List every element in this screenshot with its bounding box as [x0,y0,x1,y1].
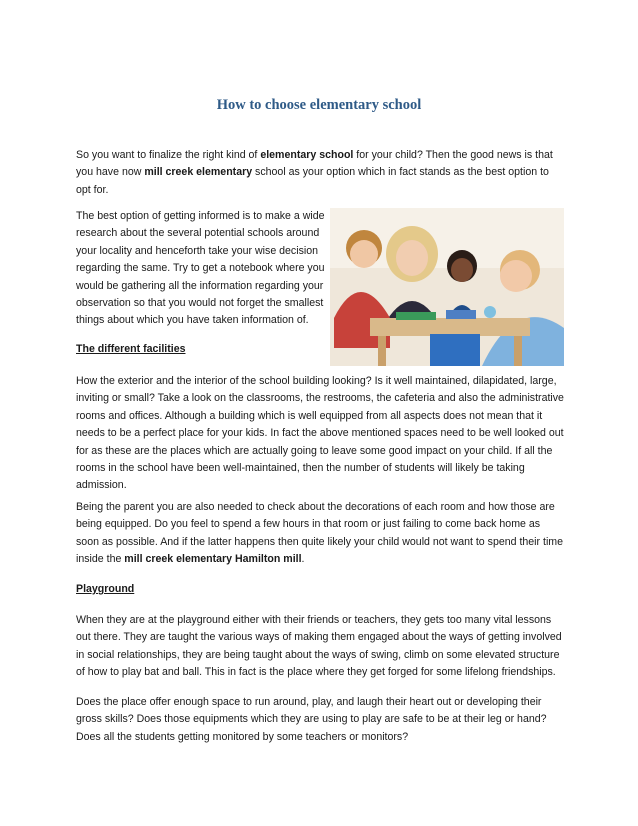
facilities-p2-text: Being the parent you are also needed to check about the decorations of each room and how those are being equipped. Do you feel to spend a few hours in that room or just failing to come back home as soon as possible. And if the latter happens then quite likely your child would not want to spend their time inside the [76,501,564,566]
intro-text-3: school as your option which in fact stands as the best option to opt for. [76,166,549,196]
facilities-p2-end: . [301,553,305,566]
intro-bold-1: elementary school [260,149,354,161]
intro-bold-2: mill creek elementary [144,166,253,179]
playground-heading: Playground [76,583,135,595]
intro-text-2: for your child? Then the good news is that you have now [76,149,553,179]
facilities-p2-bold: mill creek elementary Hamilton mill [124,553,302,566]
intro-paragraph [76,147,564,199]
playground-paragraph-2: Does the place offer enough space to run around, play, and laugh their heart out or developing their gross skills? Does those equipments which they are using to play are safe to be at their leg or hand? Does all the students getting monitored by some teachers or monitors? [76,696,547,743]
classroom-illustration [330,208,564,366]
intro-text-1: So you want to finalize the right kind of [76,149,261,161]
facilities-paragraph-1: How the exterior and the interior of the school building looking? Is it well maintained, dilapidated, large, inviting or small? Take a look on the classrooms, the restrooms, the cafeteria and also the administrative rooms and offices. Although a building which is well equipped from all aspects does not mean that it needs to be a perfect place for your kids. In fact the above mentioned spaces need to be well looked out for as these are the places which are actually going to leave some good impact on your child. If all the rooms in the school have been well-maintained, then the number of students will likely be taking admission. [76,375,564,492]
classroom-photo [330,208,564,366]
playground-paragraph-1: When they are at the playground either with their friends or teachers, they gets too many vital lessons out there. They are taught the various ways of making them engaged about the ways of getting involved in social relationships, they are being taught about the ways of swing, climb on some elevated structure of how to play bat and ball. This in fact is the place where they get forged for some lifelong friendships. [76,614,562,679]
research-paragraph: The best option of getting informed is to make a wide research about the several potential schools around your locality and henceforth take your wise decision regarding the same. Try to get a notebook where you would be gathering all the information regarding your observation so that you would not forget the smallest things about which you have taken information of. [76,210,325,327]
facilities-paragraph-2 [76,499,564,569]
facilities-heading: The different facilities [76,343,186,355]
page-title: How to choose elementary school [216,97,422,113]
